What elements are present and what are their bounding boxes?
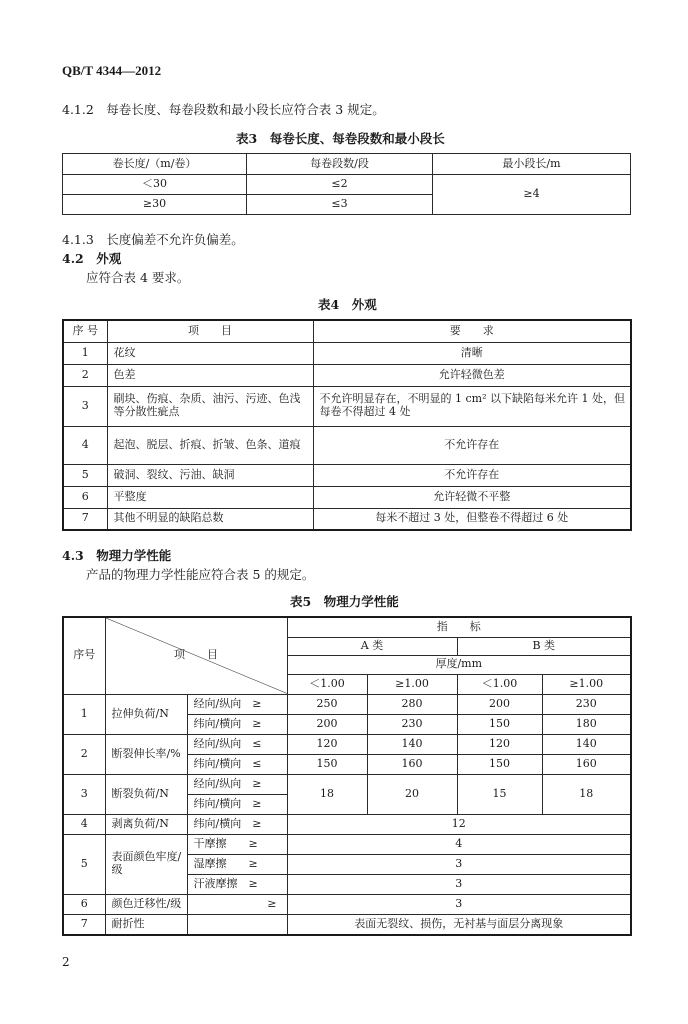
table4-item: 花纹: [107, 342, 313, 364]
table4: [62, 319, 632, 531]
table4-seq: 2: [63, 364, 107, 386]
section-4-2-title: 4.2 外观: [62, 251, 122, 266]
table4-requirement: 每米不超过 3 处，但整卷不得超过 6 处: [313, 508, 631, 530]
table5-item-label: 项 目: [174, 648, 218, 662]
table5-value: 120: [287, 734, 367, 754]
table3: [62, 153, 631, 215]
table5-value: 3: [287, 894, 631, 914]
table5-direction: 经向/纵向 ≤: [187, 734, 287, 754]
table5-value: 15: [457, 774, 542, 814]
table5-value: 150: [287, 754, 367, 774]
table4-item: 平整度: [107, 486, 313, 508]
table5-item: 拉伸负荷/N: [105, 694, 187, 734]
table5-value: 4: [287, 834, 631, 854]
table5-value: 18: [542, 774, 631, 814]
table5-value: 230: [542, 694, 631, 714]
table4-item: 色差: [107, 364, 313, 386]
table5-direction: 纬向/横向 ≥: [187, 714, 287, 734]
table4-header: 项 目: [107, 320, 313, 342]
table5-value: 160: [542, 754, 631, 774]
table5-header-thk: ＜1.00: [457, 674, 542, 694]
table4-requirement: 清晰: [313, 342, 631, 364]
table4-header: 序 号: [63, 320, 107, 342]
table4-seq: 7: [63, 508, 107, 530]
table4-seq: 4: [63, 426, 107, 464]
table3-cell: ≤2: [247, 175, 433, 195]
table5-item: 剥离负荷/N: [105, 814, 187, 834]
table5: [62, 616, 632, 936]
table5-header-thk: ≥1.00: [542, 674, 631, 694]
table3-cell: ≤3: [247, 195, 433, 215]
table5-header-class-b: B 类: [457, 637, 631, 655]
table5-seq: 7: [63, 914, 105, 935]
table5-item: 耐折性: [105, 914, 187, 935]
table3-header: 每卷段数/段: [247, 154, 433, 175]
table5-direction: 纬向/横向 ≤: [187, 754, 287, 774]
table5-blank: [187, 914, 287, 935]
table5-value: 200: [457, 694, 542, 714]
table5-header-class-a: A 类: [287, 637, 457, 655]
section-4-1-3: 4.1.3 长度偏差不允许负偏差。: [62, 232, 244, 247]
table5-seq: 6: [63, 894, 105, 914]
table4-seq: 3: [63, 386, 107, 426]
table5-direction: 经向/纵向 ≥: [187, 774, 287, 794]
table5-value: 280: [367, 694, 457, 714]
table5-direction: 纬向/横向 ≥: [187, 794, 287, 814]
table3-cell: ≥30: [63, 195, 247, 215]
table4-item: 其他不明显的缺陷总数: [107, 508, 313, 530]
section-4-1-2: 4.1.2 每卷长度、每卷段数和最小段长应符合表 3 规定。: [62, 102, 385, 117]
table4-requirement: 不允许明显存在，不明显的 1 cm² 以下缺陷每米允许 1 处，但每卷不得超过 4 处: [313, 386, 631, 426]
table5-operator: ≥: [187, 894, 287, 914]
table4-seq: 6: [63, 486, 107, 508]
table4-requirement: 不允许存在: [313, 426, 631, 464]
table5-value: 150: [457, 754, 542, 774]
table4-item: 起泡、脱层、折痕、折皱、色条、道痕: [107, 426, 313, 464]
table4-requirement: 不允许存在: [313, 464, 631, 486]
table5-value: 230: [367, 714, 457, 734]
table4-header: 要 求: [313, 320, 631, 342]
table5-header-item: [105, 617, 287, 694]
table5-value: 12: [287, 814, 631, 834]
table4-item: 刷块、伤痕、杂质、油污、污迹、色浅等分散性疵点: [107, 386, 313, 426]
table5-value: 200: [287, 714, 367, 734]
table5-value: 表面无裂纹、损伤，无衬基与面层分离现象: [287, 914, 631, 935]
table4-seq: 1: [63, 342, 107, 364]
standard-id: QB/T 4344—2012: [62, 63, 162, 78]
table5-direction: 纬向/横向 ≥: [187, 814, 287, 834]
section-4-3-body: 产品的物理力学性能应符合表 5 的规定。: [86, 567, 315, 582]
table5-header-index: 指 标: [287, 617, 631, 637]
table5-value: 18: [287, 774, 367, 814]
table5-direction: 经向/纵向 ≥: [187, 694, 287, 714]
table3-min-length: ≥4: [433, 175, 631, 215]
table5-item: 断裂负荷/N: [105, 774, 187, 814]
table5-seq: 5: [63, 834, 105, 894]
table5-seq: 4: [63, 814, 105, 834]
table3-cell: ＜30: [63, 175, 247, 195]
table5-caption: 表5 物理力学性能: [290, 594, 399, 609]
table5-direction: 湿摩擦 ≥: [187, 854, 287, 874]
table5-value: 160: [367, 754, 457, 774]
table5-seq: 3: [63, 774, 105, 814]
table5-header-thk: ≥1.00: [367, 674, 457, 694]
table4-seq: 5: [63, 464, 107, 486]
table4-caption: 表4 外观: [318, 297, 377, 312]
table5-header-seq: 序号: [63, 617, 105, 694]
table5-value: 20: [367, 774, 457, 814]
table5-item: 颜色迁移性/级: [105, 894, 187, 914]
table5-item: 断裂伸长率/%: [105, 734, 187, 774]
table5-value: 140: [367, 734, 457, 754]
table4-requirement: 允许轻微不平整: [313, 486, 631, 508]
table3-header: 最小段长/m: [433, 154, 631, 175]
table3-caption: 表3 每卷长度、每卷段数和最小段长: [236, 131, 445, 146]
table5-value: 120: [457, 734, 542, 754]
table5-value: 140: [542, 734, 631, 754]
table5-direction: 干摩擦 ≥: [187, 834, 287, 854]
section-4-3-title: 4.3 物理力学性能: [62, 548, 172, 563]
table5-value: 3: [287, 874, 631, 894]
section-4-2-body: 应符合表 4 要求。: [86, 270, 190, 285]
table4-requirement: 允许轻微色差: [313, 364, 631, 386]
table5-seq: 2: [63, 734, 105, 774]
table5-value: 150: [457, 714, 542, 734]
table5-item: 表面颜色牢度/级: [105, 834, 187, 894]
table5-header-thk: ＜1.00: [287, 674, 367, 694]
table5-direction: 汗液摩擦 ≥: [187, 874, 287, 894]
table5-value: 180: [542, 714, 631, 734]
table4-item: 破洞、裂纹、污油、缺洞: [107, 464, 313, 486]
table5-value: 250: [287, 694, 367, 714]
table5-value: 3: [287, 854, 631, 874]
table3-header: 卷长度/（m/卷）: [63, 154, 247, 175]
page-number: 2: [62, 955, 70, 969]
table5-seq: 1: [63, 694, 105, 734]
table5-header-thickness: 厚度/mm: [287, 655, 631, 674]
